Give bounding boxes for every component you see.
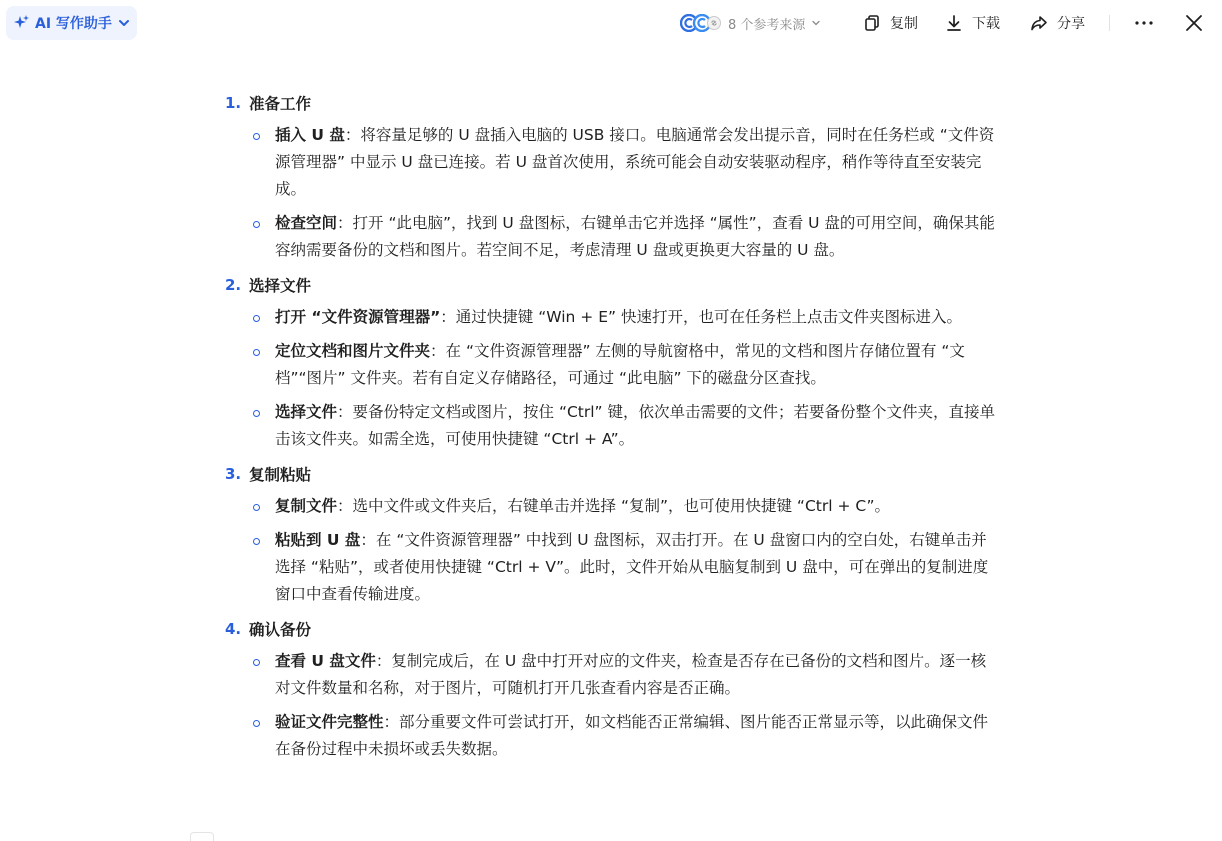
bullet-icon — [253, 349, 260, 356]
item-term: 验证文件完整性 — [275, 713, 384, 731]
download-label: 下载 — [972, 16, 1000, 32]
item-term: 检查空间 — [275, 214, 338, 232]
close-icon[interactable] — [1184, 13, 1204, 33]
item-text: ：在 “文件资源管理器” 中找到 U 盘图标，双击打开。在 U 盘窗口内的空白处，右键单击并选择 “粘贴”，或者使用快捷键 “Ctrl + V”。此时，文件开始从电脑复制到 U 盘中，可在弹出的复制进度窗口中查看传输进度。 — [275, 531, 989, 603]
sources-label: 8 个参考来源 — [728, 17, 806, 33]
chevron-down-icon — [811, 18, 821, 28]
bullet-icon — [253, 504, 260, 511]
bullet-icon — [253, 133, 260, 140]
section-title: 准备工作 — [249, 95, 312, 113]
list-item — [225, 210, 1000, 264]
section-title: 选择文件 — [249, 277, 312, 295]
section — [225, 89, 1000, 264]
list-item — [225, 648, 1000, 702]
item-text: ：部分重要文件可尝试打开，如文档能否正常编辑、图片能否正常显示等，以此确保文件在备份过程中未损坏或丢失数据。 — [275, 713, 989, 758]
copy-icon — [863, 14, 881, 32]
section-title: 确认备份 — [249, 621, 312, 639]
section-number: 3. — [225, 465, 242, 483]
item-text: ：打开 “此电脑”，找到 U 盘图标，右键单击它并选择 “属性”，查看 U 盘的可用空间，确保其能容纳需要备份的文档和图片。若空间不足，考虑清理 U 盘或更换更大容量的 U 盘。 — [275, 214, 995, 259]
bullet-icon — [253, 538, 260, 545]
share-icon — [1030, 14, 1048, 32]
item-text: ：选中文件或文件夹后，右键单击并选择 “复制”，也可使用快捷键 “Ctrl + C”。 — [337, 497, 891, 515]
bullet-icon — [253, 221, 260, 228]
list-item — [225, 493, 1000, 520]
item-text: ：在 “文件资源管理器” 左侧的导航窗格中，常见的文档和图片存储位置有 “文档”“图片” 文件夹。若有自定义存储路径，可通过 “此电脑” 下的磁盘分区查找。 — [275, 342, 965, 387]
more-icon[interactable] — [1133, 13, 1155, 33]
section-heading — [225, 89, 1000, 117]
section-heading — [225, 615, 1000, 643]
reference-sources-button[interactable] — [680, 12, 821, 34]
source-logos-icon — [680, 14, 722, 32]
toolbar-divider — [1109, 15, 1110, 31]
bullet-icon — [253, 410, 260, 417]
section-number: 2. — [225, 276, 242, 294]
item-text: ：要备份特定文档或图片，按住 “Ctrl” 键，依次单击需要的文件；若要备份整个文件夹，直接单击该文件夹。如需全选，可使用快捷键 “Ctrl + A”。 — [275, 403, 996, 448]
item-term: 复制文件 — [275, 497, 338, 515]
section-heading — [225, 460, 1000, 488]
item-term: 查看 U 盘文件 — [275, 652, 376, 670]
download-icon — [945, 14, 963, 32]
section-number: 4. — [225, 620, 242, 638]
section-heading — [225, 271, 1000, 299]
list-item — [225, 527, 1000, 608]
ai-writing-assistant-button[interactable] — [6, 6, 137, 40]
item-term: 插入 U 盘 — [275, 126, 345, 144]
bullet-icon — [253, 720, 260, 727]
item-term: 打开 “文件资源管理器” — [275, 308, 441, 326]
item-term: 粘贴到 U 盘 — [275, 531, 361, 549]
chevron-down-icon — [118, 17, 130, 29]
item-text: ：通过快捷键 “Win + E” 快速打开，也可在任务栏上点击文件夹图标进入。 — [440, 308, 962, 326]
item-term: 定位文档和图片文件夹 — [275, 342, 431, 360]
section-number: 1. — [225, 94, 242, 112]
download-button[interactable] — [945, 11, 1000, 35]
list-item — [225, 709, 1000, 763]
item-text: ：将容量足够的 U 盘插入电脑的 USB 接口。电脑通常会发出提示音，同时在任务栏或 “文件资源管理器” 中显示 U 盘已连接。若 U 盘首次使用，系统可能会自动安装驱动程序，稍作等待直至安装完成。 — [275, 126, 995, 198]
bullet-icon — [253, 315, 260, 322]
answer-content — [225, 89, 1000, 770]
item-term: 选择文件 — [275, 403, 338, 421]
section-title: 复制粘贴 — [249, 466, 312, 484]
list-item — [225, 122, 1000, 203]
list-item — [225, 304, 1000, 331]
copy-label: 复制 — [890, 16, 918, 32]
share-button[interactable] — [1030, 11, 1085, 35]
scroll-indicator — [190, 832, 214, 841]
list-item — [225, 399, 1000, 453]
section — [225, 615, 1000, 763]
top-toolbar — [0, 0, 1222, 46]
section — [225, 460, 1000, 608]
copy-button[interactable] — [863, 11, 918, 35]
item-text: ：复制完成后，在 U 盘中打开对应的文件夹，检查是否存在已备份的文档和图片。逐一核对文件数量和名称，对于图片，可随机打开几张查看内容是否正确。 — [275, 652, 987, 697]
share-label: 分享 — [1057, 16, 1085, 32]
bullet-icon — [253, 659, 260, 666]
sparkle-icon — [12, 14, 30, 32]
ai-assistant-label: AI 写作助手 — [35, 16, 112, 32]
section — [225, 271, 1000, 453]
list-item — [225, 338, 1000, 392]
